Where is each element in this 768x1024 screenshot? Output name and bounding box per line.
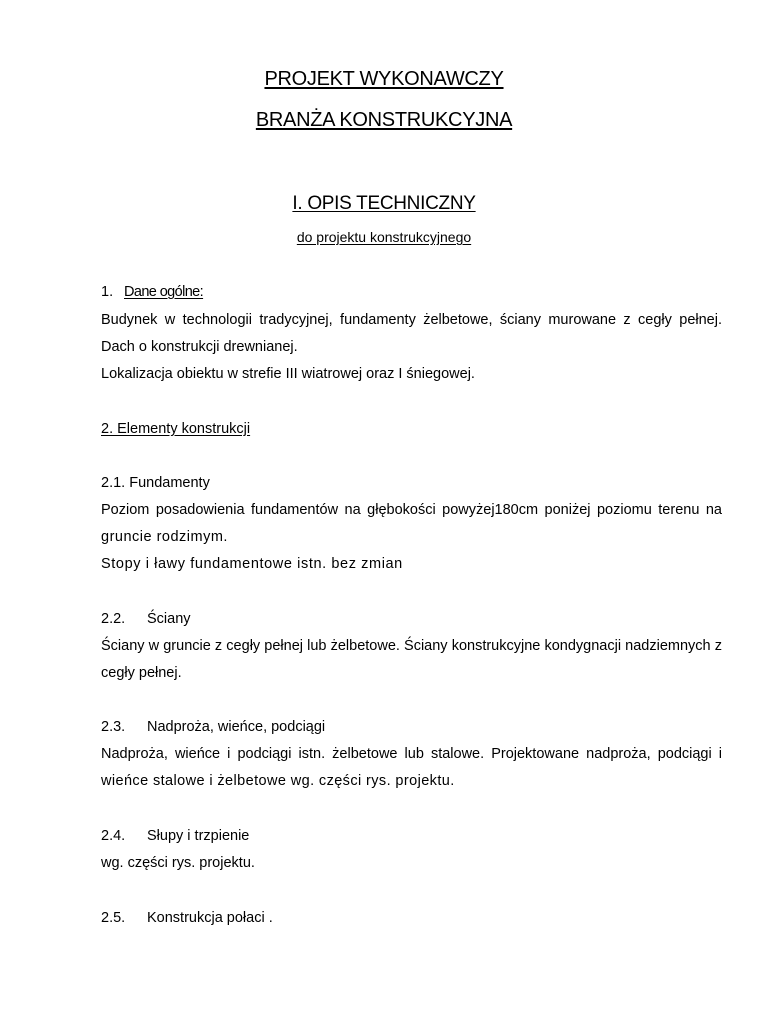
section-2-title: 2. Elementy konstrukcji xyxy=(101,421,251,437)
section-2-3-line-2: wieńce stalowe i żelbetowe wg. części rys. projektu. xyxy=(101,773,455,789)
section-1-line-1: Budynek w technologii tradycyjnej, fundamenty żelbetowe, ściany murowane z cegły pełnej. xyxy=(101,312,722,328)
section-2-4-number: 2.4. xyxy=(101,828,126,844)
section-2-1-line-3: Stopy i ławy fundamentowe istn. bez zmian xyxy=(101,556,403,572)
section-1-number: 1. xyxy=(101,284,114,300)
section-2-5-title: Konstrukcja połaci . xyxy=(147,910,273,926)
section-2-4-line-1: wg. części rys. projektu. xyxy=(101,855,255,871)
section-2-2-line-1: Ściany w gruncie z cegły pełnej lub żelbetowe. Ściany konstrukcyjne kondygnacji nadziemnych z xyxy=(101,638,722,654)
section-2-1-line-2: gruncie rodzimym. xyxy=(101,529,228,545)
section-1-line-3: Lokalizacja obiektu w strefie III wiatrowej oraz I śniegowej. xyxy=(101,366,475,382)
section-2-3-title: Nadproża, wieńce, podciągi xyxy=(147,719,326,735)
section-subtitle: do projektu konstrukcyjnego xyxy=(296,229,472,245)
section-2-1-line-1: Poziom posadowienia fundamentów na głębokości powyżej180cm poniżej poziomu terenu na xyxy=(101,502,722,518)
section-2-2-number: 2.2. xyxy=(101,611,126,627)
section-2-3-number: 2.3. xyxy=(101,719,126,735)
section-2-1-title: 2.1. Fundamenty xyxy=(101,475,210,491)
section-2-3-line-1: Nadproża, wieńce i podciągi istn. żelbetowe lub stalowe. Projektowane nadproża, podciągi i xyxy=(101,746,722,762)
section-2-2-title: Ściany xyxy=(147,611,191,627)
section-1-title: Dane ogólne: xyxy=(124,284,204,300)
section-1-line-2: Dach o konstrukcji drewnianej. xyxy=(101,339,298,355)
title-line-1: PROJEKT WYKONAWCZY xyxy=(264,68,504,90)
section-2-4-title: Słupy i trzpienie xyxy=(147,828,250,844)
section-2-2-line-2: cegły pełnej. xyxy=(101,665,182,681)
section-2-5-number: 2.5. xyxy=(101,910,126,926)
title-line-2: BRANŻA KONSTRUKCYJNA xyxy=(255,109,513,131)
section-title: I. OPIS TECHNICZNY xyxy=(292,193,476,214)
